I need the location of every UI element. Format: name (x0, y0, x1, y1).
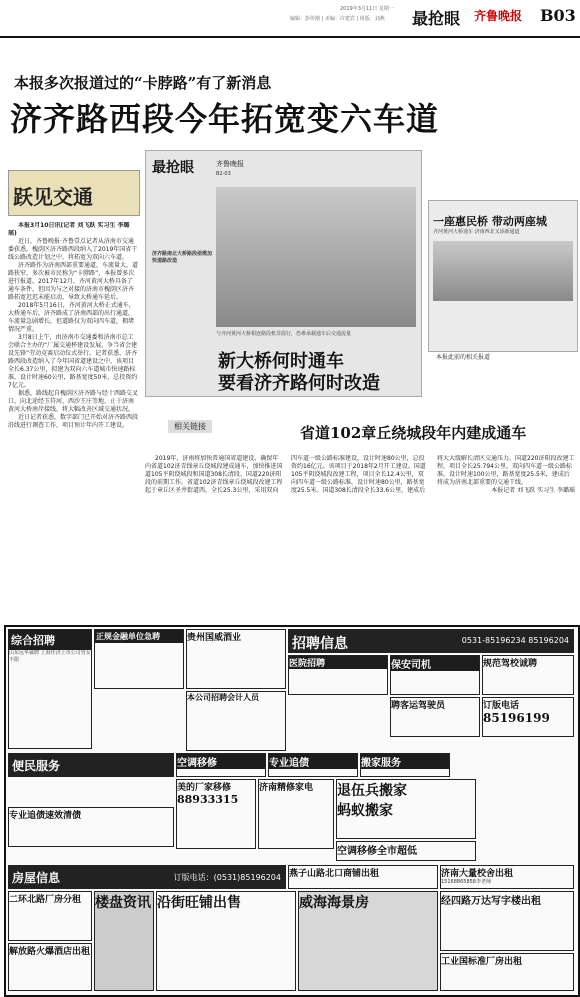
paragraph: 近日记者获悉，数字部门已开始对济齐路西段沿线进行调查工作，项目预计年内开工建设。 (8, 414, 138, 429)
ad-block (440, 865, 574, 889)
ad-block (8, 807, 174, 847)
ad-block (390, 697, 480, 737)
ad-block (360, 753, 450, 777)
classifieds-area (4, 625, 580, 997)
paragraph: 3月8日上午，由济南市交通委和济南市总工会联合主办的“厂属交通杯建设发展，争当省会建设先锋”劳动竞赛启动仪式举行。记者获悉，济齐路西段改造纳入了今年国省道建设之中，该项目全长6.37公里，拟建为双向六车道城市快速路标准，设计时速60公里，路基宽度50米，总投资约7亿元。 (8, 334, 138, 389)
ad-title: 综合招聘 (9, 630, 91, 650)
related-tag: 相关链接 (168, 420, 212, 433)
ad-title: 医院招聘 (289, 656, 387, 669)
ad-phone: 15168865858李老师 (441, 879, 491, 885)
inset-clip (145, 150, 422, 397)
story-lead: 本报3月10日讯(记者 刘飞跃 实习生 李璐瑶) (8, 222, 130, 237)
ad-block (440, 891, 574, 951)
ad-block (440, 953, 574, 991)
ad-block (8, 753, 174, 777)
ad-block (268, 753, 358, 777)
ad-block (336, 779, 476, 839)
ad-title: 经四路万达写字楼出租 (441, 896, 541, 907)
clip-side-title: 济齐路南北大桥路段亟需加快道路改造 (152, 251, 213, 264)
ad-block (176, 753, 266, 777)
clip2-headline: 一座惠民桥 带动两座城 (433, 215, 547, 228)
ad-title: 空调移修 (177, 754, 265, 769)
ad-block (8, 865, 286, 889)
ad-text: 山东远华诚聘 上海佳济上市公司男女不限 (9, 650, 91, 663)
ad-title: 空调移修全市超低 (337, 846, 417, 857)
paragraph: 2018年5月16日，齐河黄河大桥正式通车，大桥通车后，济齐路成了济南西部的出行通道，车流量急剧增长，但道路仅为双向四车道，拥堵情况严重。 (8, 302, 135, 333)
ad-block (8, 943, 92, 991)
header-editors: 编辑：彭传刚 | 美编：许建宾 | 组版：刘燕 (290, 16, 385, 22)
ad-title: 本公司招聘会计人员 (187, 692, 259, 702)
ad-title: 订版电话 (483, 701, 520, 711)
clip-brand: 齐鲁晚报 (216, 160, 244, 168)
ad-title: 济南大量校舍出租 (441, 869, 514, 879)
ad-block (482, 655, 574, 695)
page-number: B03 (540, 6, 576, 25)
ad-block (186, 691, 286, 751)
ad-title: 招聘信息 (292, 636, 348, 652)
ad-title: 美的厂家移修 (177, 783, 232, 793)
ad-title: 正规金融单位急聘 (95, 630, 183, 643)
ad-block (288, 655, 388, 695)
ad-block (8, 891, 92, 941)
column-badge (8, 170, 140, 216)
ad-title: 搬家服务 (361, 754, 449, 769)
ad-block (176, 779, 256, 849)
ad-block (390, 655, 480, 695)
ad-block (258, 779, 334, 849)
clip-section: 最抢眼 (152, 160, 194, 176)
brand-logo: 齐鲁晚报 (474, 9, 523, 23)
ad-phone: 88933315 (177, 793, 239, 806)
ad-block (186, 629, 286, 689)
sub-story-byline: 本报记者 刘飞跃 实习生 李璐瑶 (491, 487, 575, 494)
ad-phone: 0531-85196234 85196204 (461, 636, 569, 645)
ad-block (298, 891, 438, 991)
ad-block (288, 629, 574, 653)
ad-title: 楼盘资讯 (95, 895, 151, 911)
ad-title: 威海海景房 (299, 895, 369, 911)
ad-title: 解放路火爆酒店出租 (9, 947, 91, 957)
ad-block (336, 841, 476, 861)
main-headline: 济齐路西段今年拓宽变六车道 (10, 100, 440, 138)
ad-phone: 订版电话：(0531)85196204 (173, 873, 281, 882)
kicker: 本报多次报道过的“卡脖路”有了新消息 (14, 74, 272, 92)
ad-title: 二环北路厂房分租 (9, 895, 82, 905)
section-name: 最抢眼 (412, 9, 461, 28)
ad-title: 退伍兵搬家 (337, 783, 407, 799)
clip-headline-2: 要看济齐路何时改造 (218, 373, 380, 394)
ad-title: 便民服务 (12, 759, 61, 773)
clip-caption: 本报此前的相关报道 (436, 354, 491, 361)
ad-block (8, 629, 92, 749)
clip-page: B2-03 (216, 171, 231, 177)
column-badge-text: 跃见交通 (13, 185, 93, 209)
ad-title: 专业追债 (269, 754, 357, 769)
ad-block (94, 891, 154, 991)
ad-title: 燕子山路北口商铺出租 (289, 869, 380, 879)
sub-story-body (145, 455, 575, 615)
ad-title: 房屋信息 (12, 871, 61, 885)
ad-block (94, 629, 184, 689)
sub-headline: 省道102章丘绕城段年内建成通车 (300, 424, 527, 442)
paragraph: 据悉，路线起自槐荫区济齐路与经十西路交叉口，向北途经玉符河、西沙王庄等地，止于济南黄河大桥南岸接线，将大幅改善区域交通状况。 (8, 390, 138, 413)
ad-title: 规范驾校诚聘 (483, 659, 538, 669)
inset-clip-2 (428, 200, 578, 352)
paragraph: 近日，齐鲁晚报·齐鲁壹点记者从济南市交通委获悉，槐荫区济齐路西段纳入了2019年国省干线公路改造计划之中，将拓宽为双向六车道。 (8, 238, 138, 261)
ad-title: 专业追债速效清债 (9, 811, 82, 821)
bridge-photo (216, 187, 416, 327)
ad-phone: 85196199 (483, 711, 550, 725)
clip2-sub: 齐河黄河大桥通车 济南西北又添新通道 (433, 229, 520, 235)
ad-text: 蚂蚁搬家 (337, 803, 393, 819)
sub-story-text: 2019年，济南将加快普通国省道建设，确保年内省道102济青线章丘绕城段建成通车，加快推进国道105平阴绕城段和国道308长清段、国道220济阳段的前期工作。省道102济青线章丘绕城段改建工程起于章丘区圣井街道西，全长25.3公里，采用双向四车道一级公路标准建设，设计时速80公里，总投资约16亿元。该项目于2018年2月开工建设。国道105平阴绕城段改建工程，项目全长12.4公里，双向四车道一级公路标准，设计时速80公里，路基宽度25.5米。国道308长清段全长33.6公里，建成后将大大缓解长清区交通压力。国道220济阳段改建工程，项目全长25.794公里，双向四车道一级公路标准，设计时速100公里，路基宽度25.5米，建成后将成为济南北部重要的交通干线。 (145, 455, 575, 494)
ad-title: 贵州国威酒业 (187, 633, 242, 643)
ad-title: 保安司机 (391, 656, 479, 671)
paragraph: 济齐路作为济南西部重要通道，车流量大，道路狭窄，多次被市民称为“卡脖路”，本报曾多次进行报道。2017年12月，齐河黄河大桥具备了通车条件，但因为与之对接的济南市槐荫区济齐路拓宽迟迟未能启动，导致大桥通车延后。 (8, 262, 138, 301)
ad-title: 聘客运驾驶员 (391, 701, 446, 711)
ad-block (482, 697, 574, 737)
page-header (0, 0, 580, 38)
ad-title: 沿街旺铺出售 (157, 895, 241, 911)
clip-photo-caption: 与齐河黄河大桥相连路段机非混行，恐难承载通车后交通流量 (216, 331, 352, 337)
clip-headline-1: 新大桥何时通车 (218, 351, 344, 372)
clip2-photo (433, 241, 573, 301)
ad-block (156, 891, 296, 991)
ad-title: 济南精修家电 (259, 783, 314, 793)
ad-title: 工业国标准厂房出租 (441, 957, 523, 967)
ad-block (288, 865, 438, 889)
header-date: 2019年3月11日 星期一 (340, 6, 394, 12)
story-body (8, 222, 138, 612)
